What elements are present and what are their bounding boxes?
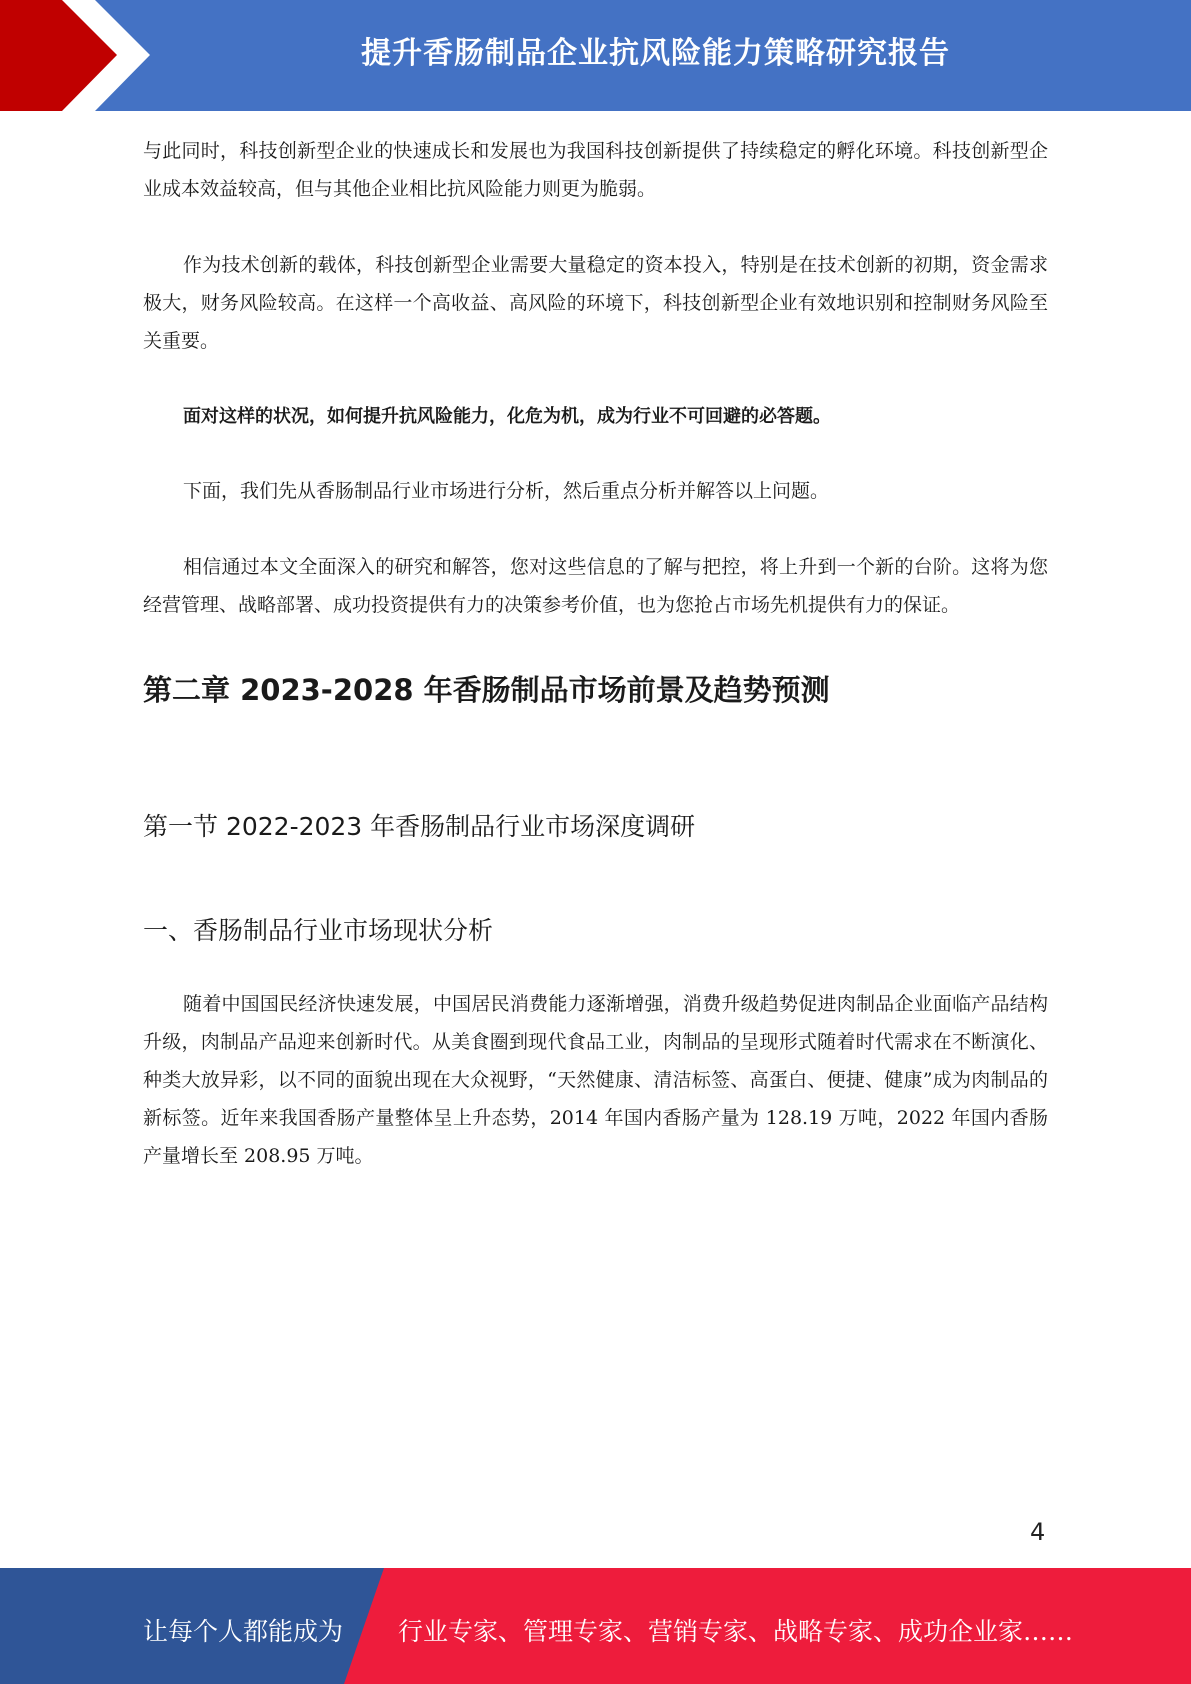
section-title: 第一节 2022-2023 年香肠制品行业市场深度调研 [143, 812, 696, 841]
page-number: 4 [1030, 1518, 1046, 1546]
subsection-title: 一、香肠制品行业市场现状分析 [143, 916, 494, 945]
chapter-title: 第二章 2023-2028 年香肠制品市场前景及趋势预测 [143, 673, 830, 707]
footer-slogan-left: 让每个人都能成为 [143, 1617, 344, 1646]
paragraph-2: 作为技术创新的载体，科技创新型企业需要大量稳定的资本投入，特别是在技术创新的初期，资金需求极大，财务风险较高。在这样一个高收益、高风险的环境下，科技创新型企业有效地识别和控制财务风险至关重要。 [143, 254, 1048, 352]
paragraph-1: 与此同时，科技创新型企业的快速成长和发展也为我国科技创新提供了持续稳定的孵化环境。科技创新型企业成本效益较高，但与其他企业相比抗风险能力则更为脆弱。 [143, 140, 1048, 200]
paragraph-4: 下面，我们先从香肠制品行业市场进行分析，然后重点分析并解答以上问题。 [183, 480, 830, 502]
page-header [0, 0, 1191, 111]
highlight-paragraph: 面对这样的状况，如何提升抗风险能力，化危为机，成为行业不可回避的必答题。 [183, 406, 831, 427]
paragraph-5: 相信通过本文全面深入的研究和解答，您对这些信息的了解与把控，将上升到一个新的台阶。这将为您经营管理、战略部署、成功投资提供有力的决策参考价值，也为您抢占市场先机提供有力的保证。 [143, 556, 1048, 616]
page-footer [0, 1568, 1191, 1684]
footer-slogan-right: 行业专家、管理专家、营销专家、战略专家、成功企业家…… [398, 1617, 1074, 1646]
body-paragraph: 随着中国国民经济快速发展，中国居民消费能力逐渐增强，消费升级趋势促进肉制品企业面临产品结构升级，肉制品产品迎来创新时代。从美食圈到现代食品工业，肉制品的呈现形式随着时代需求在不断演化、种类大放异彩，以不同的面貌出现在大众视野，“天然健康、清洁标签、高蛋白、便捷、健康”成为肉制品的新标签。近年来我国香肠产量整体呈上升态势，2014 年国内香肠产量为 128.19 万吨，2022 年国内香肠产量增长至 208.95 万吨。 [143, 993, 1048, 1167]
report-title: 提升香肠制品企业抗风险能力策略研究报告 [361, 36, 950, 71]
page-content [143, 132, 1048, 1175]
